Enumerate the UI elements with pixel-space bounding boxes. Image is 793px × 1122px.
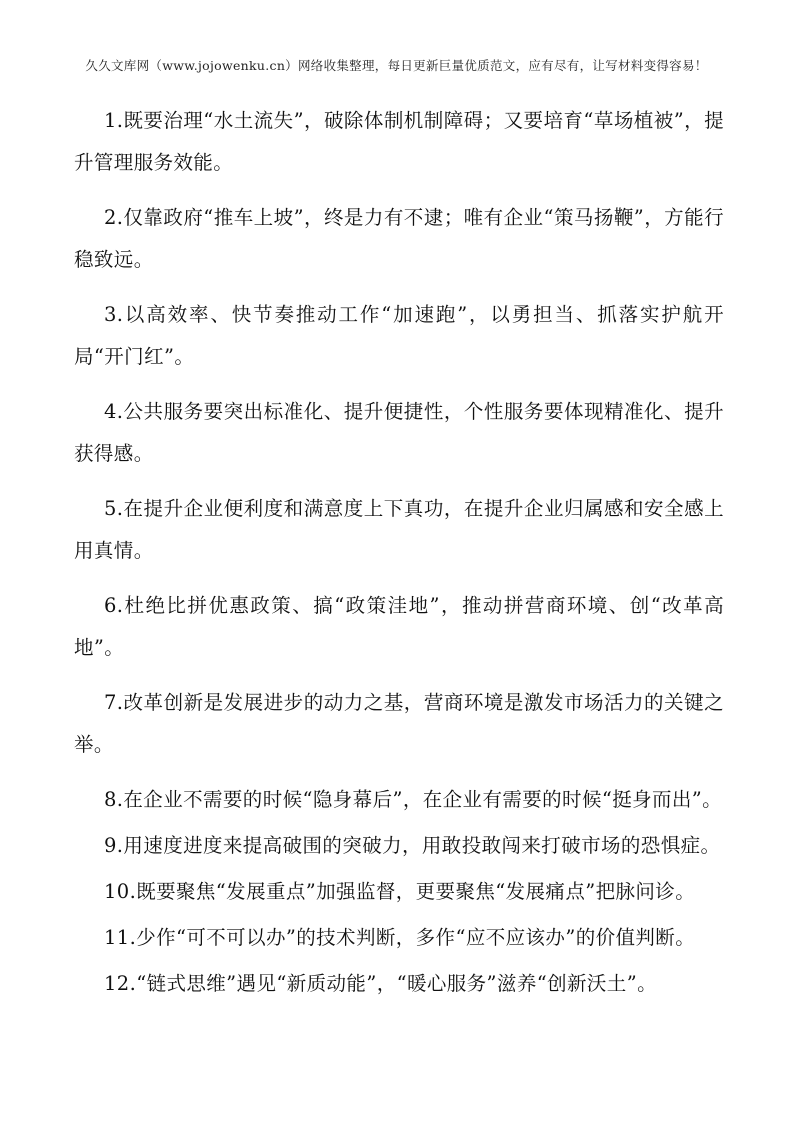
paragraph-9: 9.用速度进度来提高破围的突破力，用敢投敢闯来打破市场的恐惧症。 — [104, 834, 721, 857]
paragraph-8: 8.在企业不需要的时候“隐身幕后”，在企业有需要的时候“挺身而出”。 — [104, 788, 723, 811]
paragraph-11: 11.少作“可不可以办”的技术判断，多作“应不应该办”的价值判断。 — [104, 926, 696, 949]
page-header: 久久文库网（www.jojowenku.cn）网络收集整理，每日更新巨量优质范文，应有尽有，让写材料变得容易！ — [85, 58, 708, 73]
paragraph-2: 2.仅靠政府“推车上坡”，终是力有不逮；唯有企业“策马扬鞭”，方能行稳致远。 — [74, 206, 724, 271]
document-body — [74, 100, 724, 1009]
paragraph-1: 1.既要治理“水土流失”，破除体制机制障碍；又要培育“草场植被”，提升管理服务效能。 — [74, 109, 724, 174]
paragraph-5: 5.在提升企业便利度和满意度上下真功，在提升企业归属感和安全感上用真情。 — [74, 497, 724, 562]
paragraph-4: 4.公共服务要突出标准化、提升便捷性，个性服务要体现精准化、提升获得感。 — [74, 400, 724, 465]
paragraph-12: 12.“链式思维”遇见“新质动能”，“暖心服务”滋养“创新沃土”。 — [104, 972, 657, 995]
paragraph-10: 10.既要聚焦“发展重点”加强监督，更要聚焦“发展痛点”把脉问诊。 — [104, 880, 696, 903]
paragraph-3: 3.以高效率、快节奏推动工作“加速跑”，以勇担当、抓落实护航开局“开门红”。 — [74, 303, 724, 368]
paragraph-7: 7.改革创新是发展进步的动力之基，营商环境是激发市场活力的关键之举。 — [74, 691, 724, 756]
paragraph-6: 6.杜绝比拼优惠政策、搞“政策洼地”，推动拼营商环境、创“改革高地”。 — [74, 594, 724, 659]
